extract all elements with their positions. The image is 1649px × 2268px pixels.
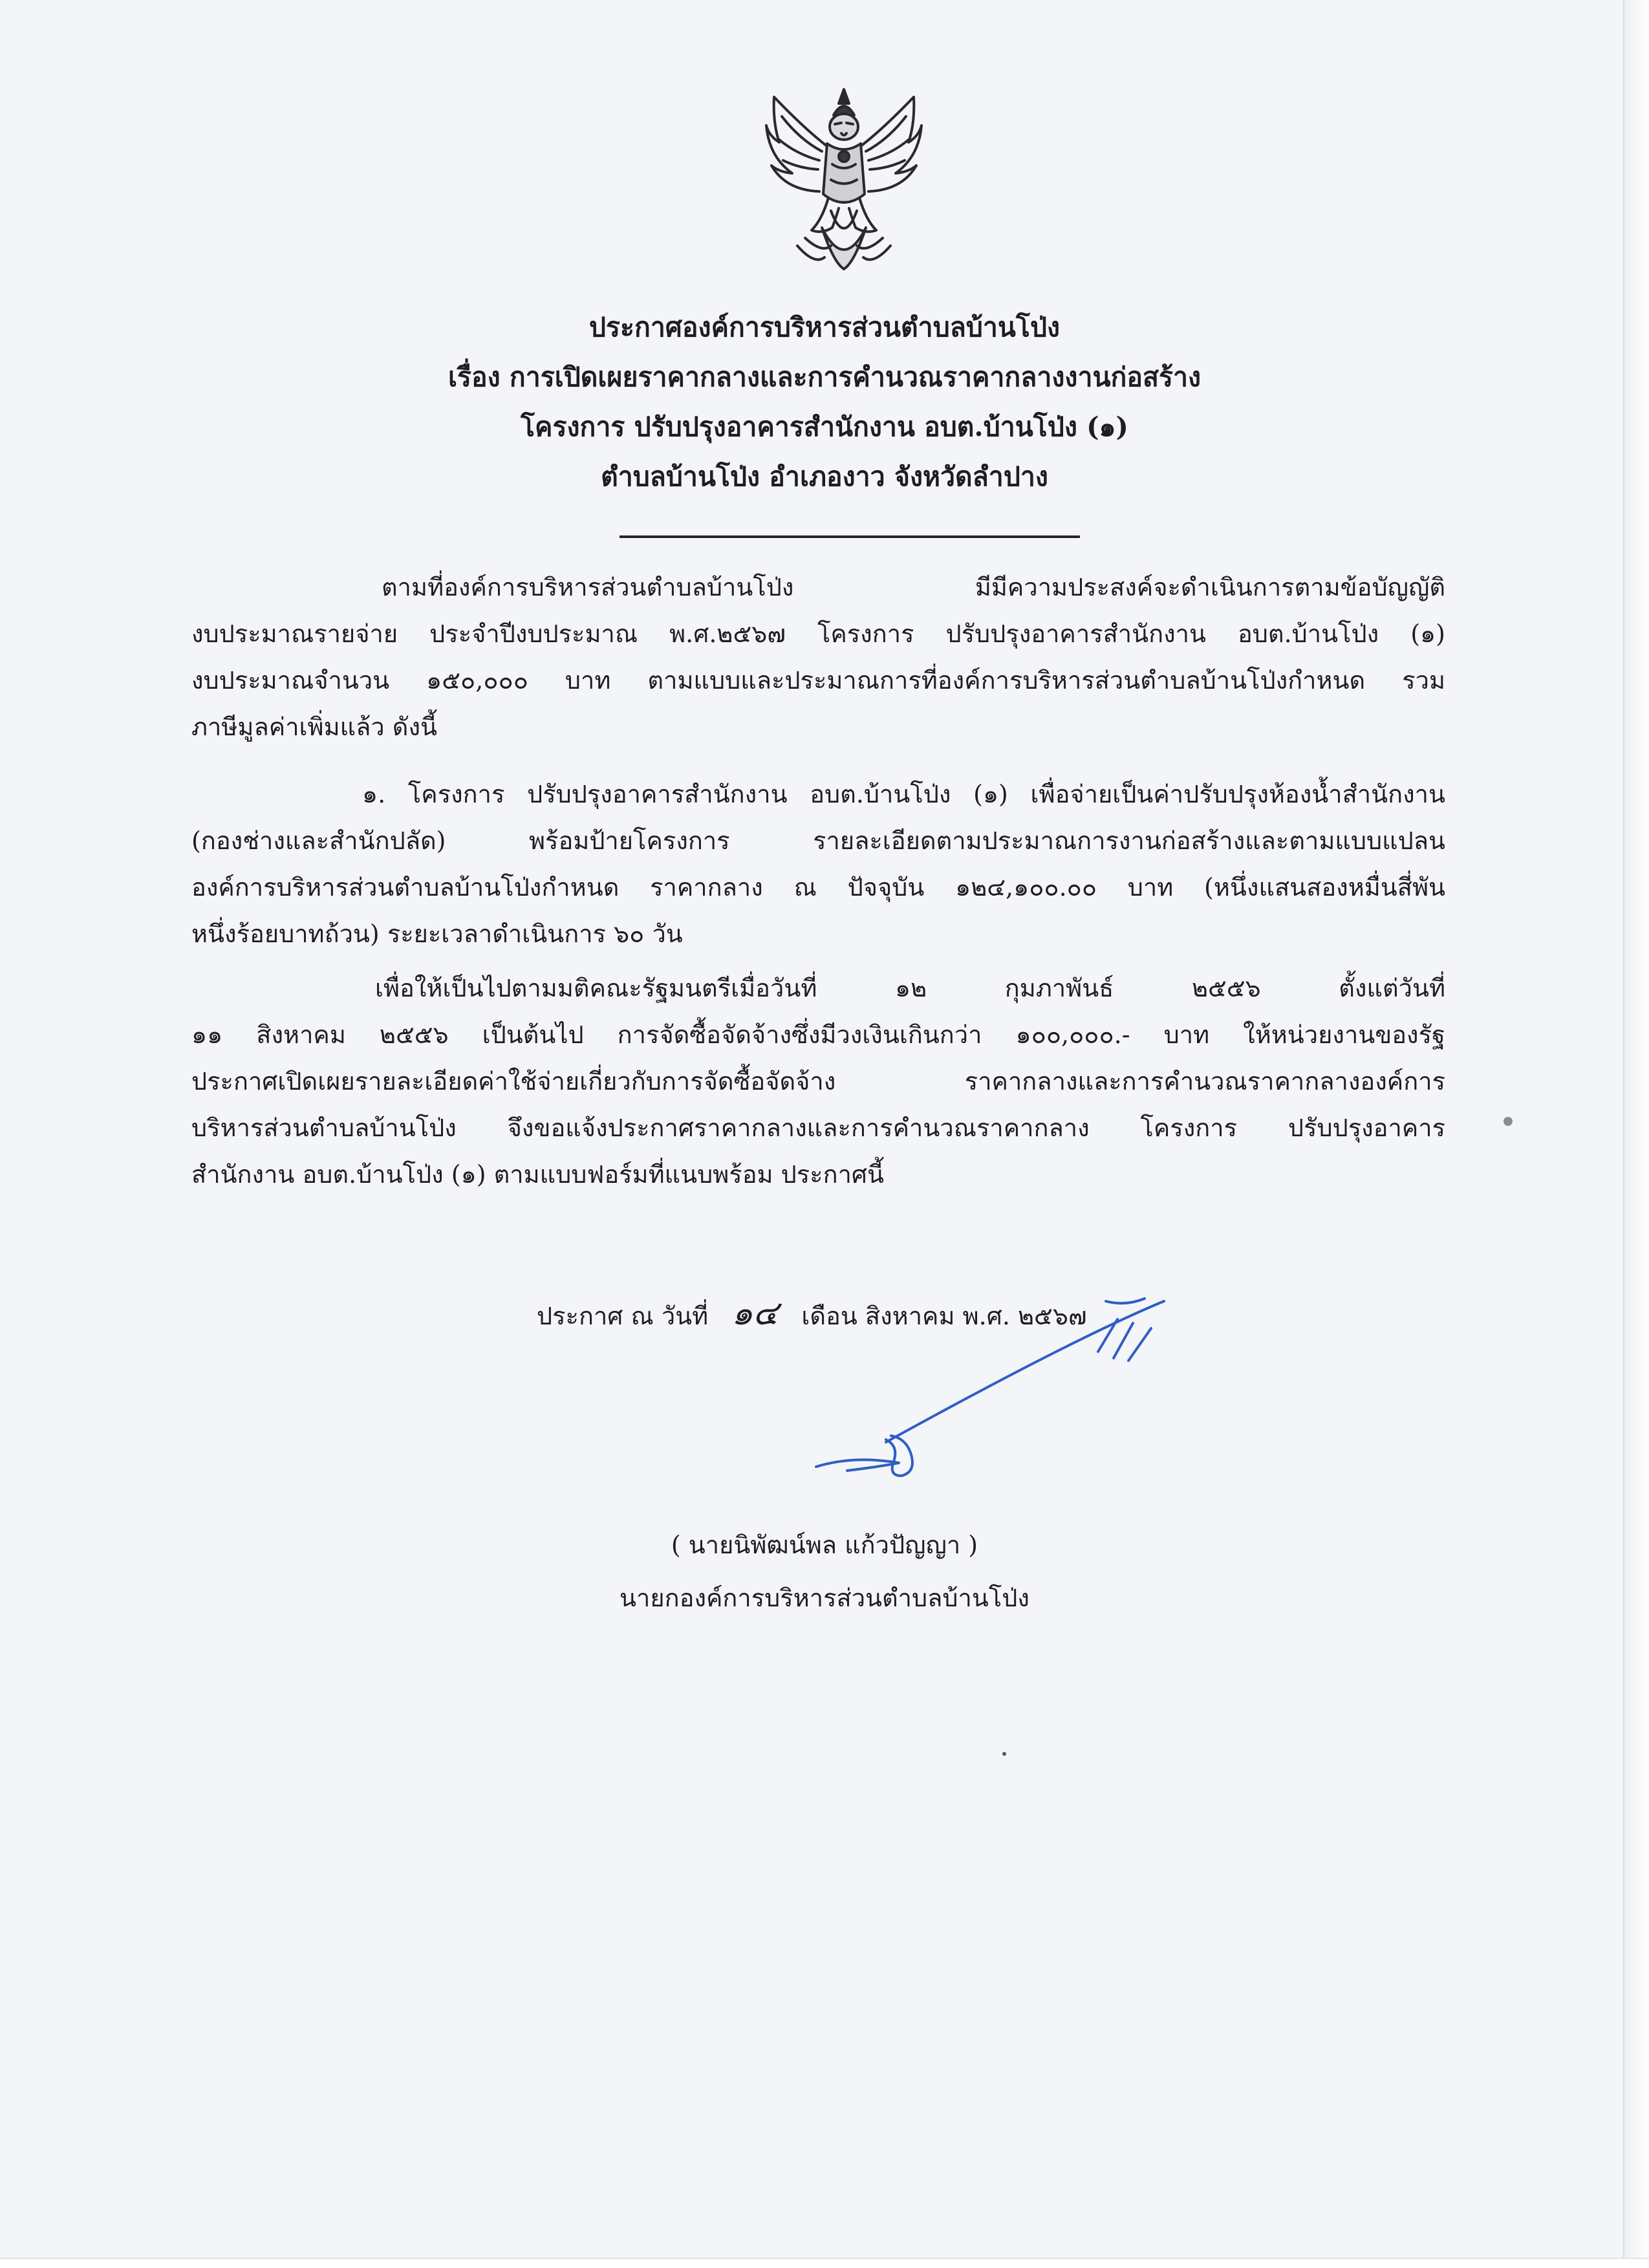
date-month-year: เดือน สิงหาคม พ.ศ. ๒๕๖๗	[801, 1302, 1087, 1330]
paragraph-1-line-3: งบประมาณจำนวน ๑๕๐,๐๐๐ บาท ตามแบบและประมาณการที่องค์การบริหารส่วนตำบลบ้านโป่งกำหนด รวม	[191, 666, 1445, 695]
paragraph-2-line-3: องค์การบริหารส่วนตำบลบ้านโป่งกำหนด ราคากลาง ณ ปัจจุบัน ๑๒๔,๑๐๐.๐๐ บาท (หนึ่งแสนสองหมื่นสี่พัน	[191, 873, 1445, 902]
title-line-project: โครงการ ปรับปรุงอาคารสำนักงาน อบต.บ้านโป่ง (๑)	[521, 411, 1128, 442]
signer-name: ( นายนิพัฒน์พล แก้วปัญญา )	[671, 1531, 978, 1559]
paragraph-1-line-1: ตามที่องค์การบริหารส่วนตำบลบ้านโป่ง มีมีความประสงค์จะดำเนินการตามข้อบัญญัติ	[382, 573, 1445, 601]
date-prefix: ประกาศ ณ วันที่	[537, 1302, 709, 1330]
title-line-subject: เรื่อง การเปิดเผยราคากลางและการคำนวณราคากลางงานก่อสร้าง	[447, 362, 1202, 393]
paragraph-1-line-2: งบประมาณรายจ่าย ประจำปีงบประมาณ พ.ศ.๒๕๖๗ โครงการ ปรับปรุงอาคารสำนักงาน อบต.บ้านโป่ง (๑)	[191, 620, 1445, 648]
date-day-handwritten: ๑๔	[731, 1294, 779, 1333]
paragraph-2-line-1: ๑. โครงการ ปรับปรุงอาคารสำนักงาน อบต.บ้านโป่ง (๑) เพื่อจ่ายเป็นค่าปรับปรุงห้องน้ำสำนักงาน	[362, 780, 1445, 808]
paragraph-3-line-4: บริหารส่วนตำบลบ้านโป่ง จึงขอแจ้งประกาศราคากลางและการคำนวณราคากลาง โครงการ ปรับปรุงอาคาร	[191, 1114, 1445, 1142]
title-line-location: ตำบลบ้านโป่ง อำเภองาว จังหวัดลำปาง	[601, 461, 1048, 492]
paragraph-2-line-2: (กองช่างและสำนักปลัด) พร้อมป้ายโครงการ รายละเอียดตามประมาณการงานก่อสร้างและตามแบบแปลน	[191, 826, 1445, 855]
paragraph-3-line-3: ประกาศเปิดเผยรายละเอียดค่าใช้จ่ายเกี่ยวกับการจัดซื้อจัดจ้าง ราคากลางและการคำนวณราคากลางองค์การ	[191, 1067, 1445, 1096]
speck	[1503, 1117, 1513, 1126]
paragraph-1-line-4: ภาษีมูลค่าเพิ่มแล้ว ดังนี้	[191, 713, 438, 741]
speck	[1002, 1752, 1006, 1756]
paragraph-3-line-1: เพื่อให้เป็นไปตามมติคณะรัฐมนตรีเมื่อวันที่ ๑๒ กุมภาพันธ์ ๒๕๕๖ ตั้งแต่วันที่	[375, 974, 1445, 1002]
paragraph-2-line-4: หนึ่งร้อยบาทถ้วน) ระยะเวลาดำเนินการ ๖๐ วัน	[191, 920, 683, 948]
signer-title: นายกองค์การบริหารส่วนตำบลบ้านโป่ง	[620, 1584, 1029, 1612]
paragraph-3-line-5: สำนักงาน อบต.บ้านโป่ง (๑) ตามแบบฟอร์มที่แนบพร้อม ประกาศนี้	[191, 1160, 885, 1189]
paragraph-3-line-2: ๑๑ สิงหาคม ๒๕๕๖ เป็นต้นไป การจัดซื้อจัดจ้างซึ่งมีวงเงินเกินกว่า ๑๐๐,๐๐๐.- บาท ให้หน่วยงานของรัฐ	[191, 1021, 1445, 1049]
title-line-issuer: ประกาศองค์การบริหารส่วนตำบลบ้านโป่ง	[588, 312, 1060, 343]
